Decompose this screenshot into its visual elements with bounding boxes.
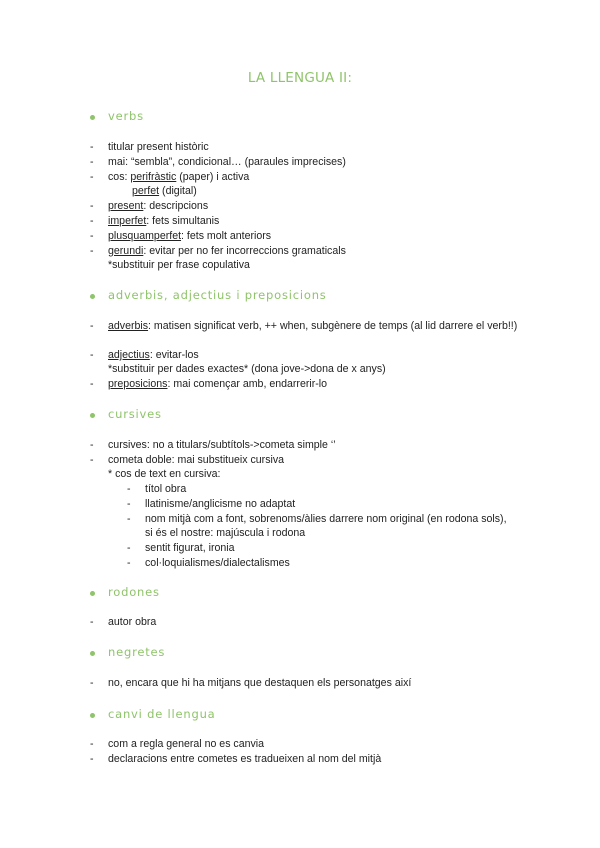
bullet-dot bbox=[90, 115, 95, 120]
section-heading-cursives: cursives bbox=[90, 407, 162, 421]
list-item-continuation: perfet (digital) bbox=[132, 185, 197, 197]
list-item-note: *substituir per dades exactes* (dona jove->dona de x anys) bbox=[108, 363, 386, 375]
section-heading-rodones: rodones bbox=[90, 585, 160, 599]
bullet-dot bbox=[90, 294, 95, 299]
list-item-note: *substituir per frase copulativa bbox=[108, 259, 250, 271]
bullet-dot bbox=[90, 413, 95, 418]
bullet-dot bbox=[90, 713, 95, 718]
page-title: LA LLENGUA II: bbox=[247, 70, 353, 86]
sub-list-item: - llatinisme/anglicisme no adaptat bbox=[127, 498, 296, 510]
sub-list-item: - sentit figurat, ironia bbox=[127, 542, 235, 554]
sub-list-item-continuation: si és el nostre: majúscula i rodona bbox=[145, 527, 306, 539]
sub-list-item: - títol obra bbox=[127, 483, 187, 495]
bullet-dot bbox=[90, 651, 95, 656]
bullet-dot bbox=[90, 591, 95, 596]
section-heading-canvi-de-llengua: canvi de llengua bbox=[90, 707, 216, 721]
sub-list-item: - col·loquialismes/dialectalismes bbox=[127, 557, 290, 569]
list-item-text: adverbis: matisen significat verb, ++ when, subgènere de temps (al lid darrere el verb!!) bbox=[108, 320, 518, 332]
section-heading-negretes: negretes bbox=[90, 645, 165, 659]
sub-list-item: - nom mitjà com a font, sobrenoms/àlies darrere nom original (en rodona sols), bbox=[127, 513, 507, 525]
list-item-note: * cos de text en cursiva: bbox=[108, 468, 221, 480]
section-heading-verbs: verbs bbox=[90, 109, 144, 123]
section-heading-adverbis: adverbis, adjectius i preposicions bbox=[90, 288, 327, 302]
